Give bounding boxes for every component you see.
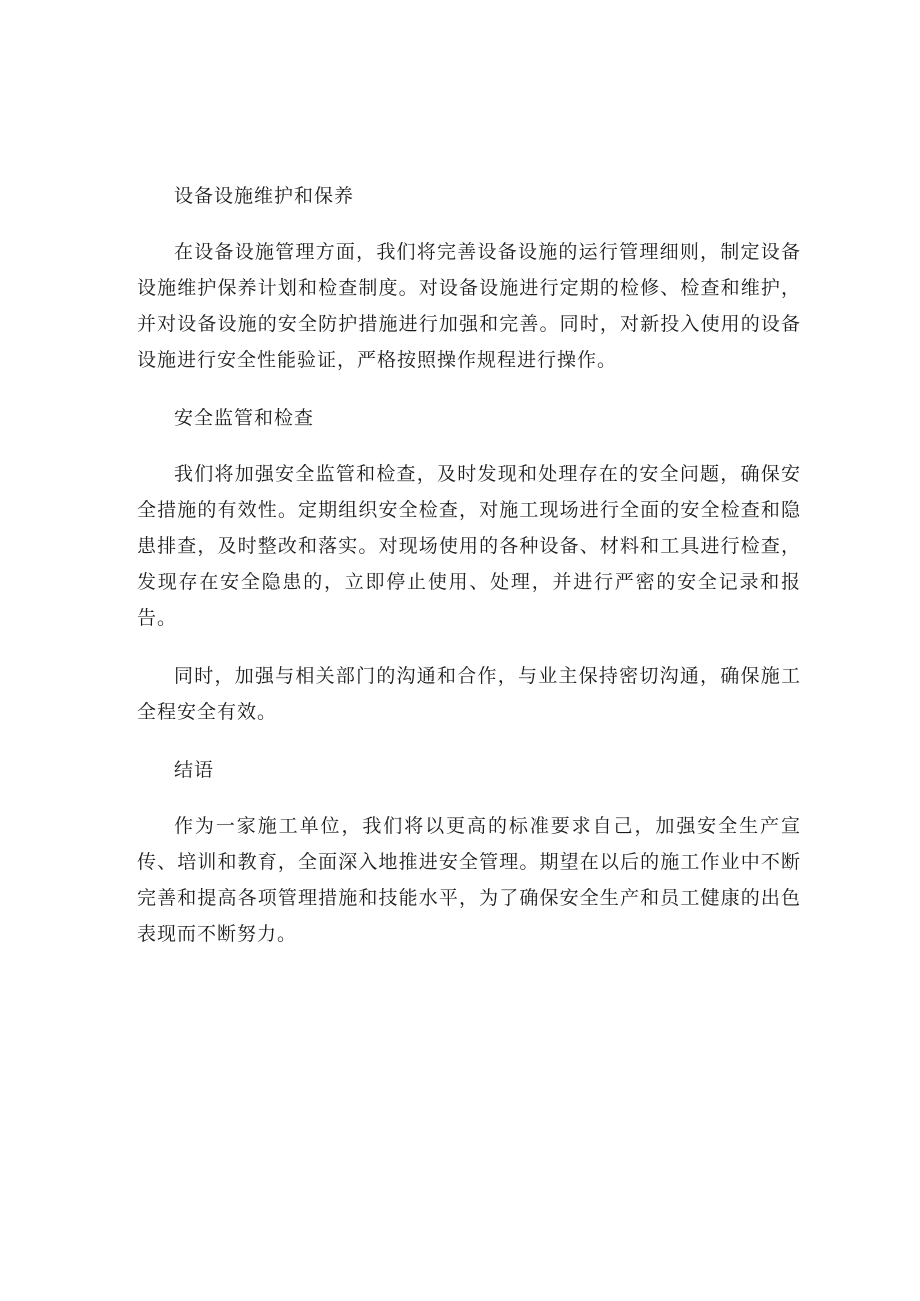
paragraph-equipment-maintenance: 在设备设施管理方面，我们将完善设备设施的运行管理细则，制定设备设施维护保养计划和检查制度。对设备设施进行定期的检修、检查和维护，并对设备设施的安全防护措施进行加强和完善。同时，对新投入使用的设备设施进行安全性能验证，严格按照操作规程进行操作。 [137,241,801,371]
section-heading-safety-supervision: 安全监管和检查 [174,407,315,429]
paragraph-safety-supervision: 我们将加强安全监管和检查，及时发现和处理存在的安全问题，确保安全措施的有效性。定期组织安全检查，对施工现场进行全面的安全检查和隐患排查，及时整改和落实。对现场使用的各种设备、材料和工具进行检查，发现存在安全隐患的，立即停止使用、处理，并进行严密的安全记录和报告。 [137,463,801,629]
document-page [137,178,801,952]
section-heading-equipment-maintenance: 设备设施维护和保养 [174,185,355,207]
paragraph-conclusion: 作为一家施工单位，我们将以更高的标准要求自己，加强安全生产宣传、培训和教育，全面深入地推进安全管理。期望在以后的施工作业中不断完善和提高各项管理措施和技能水平，为了确保安全生产和员工健康的出色表现而不断努力。 [137,815,801,945]
paragraph-communication: 同时，加强与相关部门的沟通和合作，与业主保持密切沟通，确保施工全程安全有效。 [137,665,801,723]
section-heading-conclusion: 结语 [174,759,215,781]
